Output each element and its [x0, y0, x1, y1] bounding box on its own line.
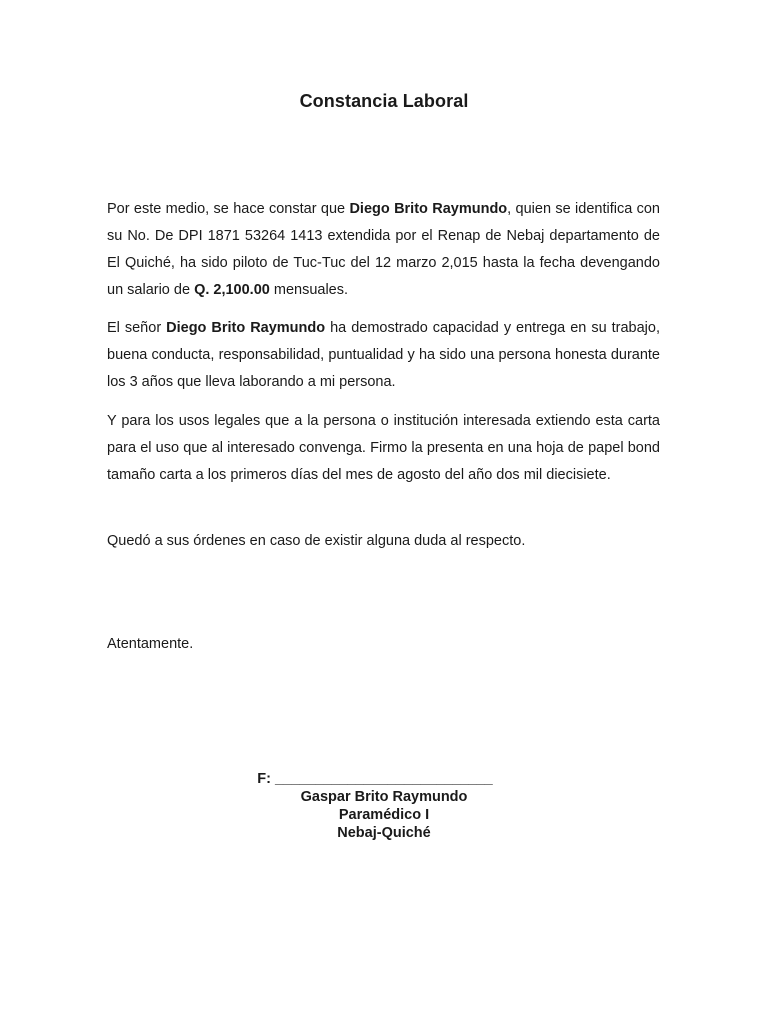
paragraph-1: [107, 196, 660, 316]
paragraph-1-part1: Por este medio, se hace constar que: [107, 201, 350, 217]
closing-text: Atentamente.: [107, 636, 194, 652]
document-title: Constancia Laboral: [299, 91, 469, 111]
signature-block: [0, 770, 768, 842]
paragraph-1-part2: , quien se identifica con su No. De DPI 1871 53264 1413 extendida por el Renap de Nebaj departamento de El Quiché, ha sido piloto de Tuc-Tuc del 12 marzo 2,015 hasta la fecha devengando un salario de: [107, 201, 660, 298]
paragraph-2: [107, 315, 660, 408]
paragraph-2-text: [107, 315, 660, 396]
paragraph-2-part1: El señor: [107, 320, 167, 336]
paragraph-4: [107, 528, 660, 567]
signer-role: Paramédico I: [338, 807, 430, 823]
paragraph-3-text: Y para los usos legales que a la persona o institución interesada extiendo esta carta para el uso que al interesado convenga. Firmo la presenta en una hoja de papel bond tamaño carta a los primeros días del mes de agosto del año dos mil diecisiete.: [107, 413, 660, 483]
signature-line: F: ___________________________: [257, 771, 493, 787]
signer-location: Nebaj-Quiché: [337, 825, 431, 841]
paragraph-1-part3: mensuales.: [269, 282, 349, 298]
paragraph-1-text: [107, 196, 660, 304]
paragraph-2-part2: ha demostrado capacidad y entrega en su trabajo, buena conducta, responsabilidad, puntualidad y ha sido una persona honesta durante los 3 años que lleva laborando a mi persona.: [107, 320, 660, 390]
signer-name: Gaspar Brito Raymundo: [300, 789, 468, 805]
salary-amount: Q. 2,100.00: [194, 282, 270, 298]
paragraph-3: [107, 408, 660, 501]
paragraph-4-text: Quedó a sus órdenes en caso de existir alguna duda al respecto.: [107, 533, 526, 549]
employee-name-2: Diego Brito Raymundo: [166, 320, 326, 336]
employee-name: Diego Brito Raymundo: [349, 201, 508, 217]
